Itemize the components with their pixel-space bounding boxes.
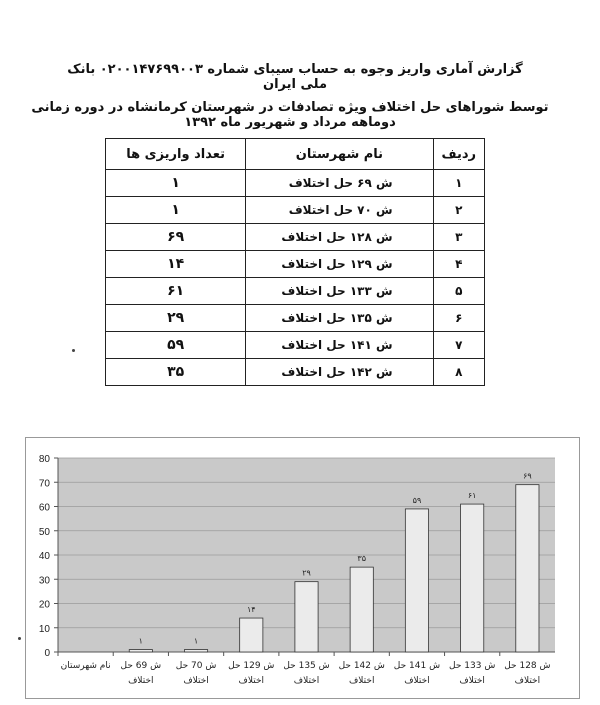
data-label: ۱: [193, 636, 199, 646]
x-tick-label: ش 128 حل: [504, 661, 551, 671]
x-tick-label: اختلاف: [404, 676, 430, 686]
x-tick-label: ش 70 حل: [175, 661, 217, 671]
row-count: ۶۹: [106, 224, 246, 251]
row-count: ۱: [106, 197, 246, 224]
data-label: ۱: [138, 636, 143, 646]
row-city: ش ۱۲۸ حل اختلاف: [246, 224, 433, 251]
bar: [405, 509, 428, 652]
row-count: ۶۱: [106, 278, 246, 305]
row-city: ش ۱۴۲ حل اختلاف: [246, 359, 433, 386]
x-tick-label: اختلاف: [459, 676, 485, 686]
row-count: ۳۵: [106, 359, 246, 386]
row-index: ۳: [433, 224, 484, 251]
y-tick-label: 80: [38, 454, 50, 465]
x-tick-label: اختلاف: [128, 676, 154, 686]
report-title-line1: گزارش آماری واریز وجوه به حساب سیبای شماره ۰۲۰۰۱۴۷۶۹۹۰۰۳ بانک ملی ایران: [67, 62, 523, 92]
row-count: ۱۴: [106, 251, 246, 278]
row-index: ۷: [433, 332, 484, 359]
data-label: ۲۹: [302, 568, 311, 578]
row-city: ش ۱۲۹ حل اختلاف: [246, 251, 433, 278]
row-city: ش ۱۴۱ حل اختلاف: [246, 332, 433, 359]
data-label: ۵۹: [412, 495, 422, 505]
x-tick-label: ش 133 حل: [449, 661, 496, 671]
x-tick-label: نام شهرستان: [60, 661, 111, 671]
y-tick-label: 50: [38, 526, 50, 538]
bar: [350, 567, 373, 652]
row-index: ۸: [433, 359, 484, 386]
row-index: ۶: [433, 305, 484, 332]
row-index: ۴: [433, 251, 484, 278]
y-tick-label: 70: [38, 478, 50, 490]
x-tick-label: ش 141 حل: [393, 661, 441, 671]
row-index: ۱: [433, 170, 484, 197]
bar: [516, 485, 539, 652]
x-tick-label: اختلاف: [514, 676, 541, 686]
x-tick-label: اختلاف: [238, 676, 265, 686]
row-city: ش ۶۹ حل اختلاف: [246, 170, 433, 197]
y-tick-label: 10: [38, 623, 50, 635]
x-tick-label: اختلاف: [348, 676, 375, 686]
bar: [461, 504, 484, 652]
x-tick-label: ش 69 حل: [120, 661, 162, 671]
row-city: ش ۱۳۵ حل اختلاف: [246, 305, 433, 332]
bar: [184, 650, 207, 652]
x-tick-label: اختلاف: [183, 676, 209, 686]
header-index: ردیف: [433, 139, 484, 170]
header-count: تعداد واریزی ها: [106, 139, 246, 170]
row-count: ۱: [106, 170, 246, 197]
row-city: ش ۷۰ حل اختلاف: [246, 197, 433, 224]
row-count: ۲۹: [106, 305, 246, 332]
row-count: ۵۹: [106, 332, 246, 359]
data-label: ۶۱: [467, 491, 477, 501]
bar: [295, 582, 318, 652]
bar: [240, 618, 263, 652]
y-tick-label: 20: [38, 599, 50, 611]
row-index: ۵: [433, 278, 484, 305]
row-city: ش ۱۳۳ حل اختلاف: [246, 278, 433, 305]
report-title-line2: توسط شوراهای حل اختلاف ویژه تصادفات در شهرستان کرمانشاه در دوره زمانی دوماهه مرداد و شهریور ماه ۱۳۹۲: [31, 100, 549, 130]
data-label: ۶۹: [523, 471, 532, 481]
x-tick-label: اختلاف: [293, 676, 320, 686]
row-index: ۲: [433, 197, 484, 224]
data-label: ۳۵: [357, 554, 367, 564]
header-city: نام شهرستان: [246, 139, 433, 170]
x-tick-label: ش 129 حل: [228, 661, 275, 671]
x-tick-label: ش 142 حل: [338, 661, 385, 671]
y-tick-label: 40: [38, 551, 50, 562]
y-tick-label: 0: [44, 648, 50, 659]
x-tick-label: ش 135 حل: [283, 661, 330, 671]
bar: [129, 650, 152, 652]
y-tick-label: 30: [38, 575, 50, 587]
data-label: ۱۴: [246, 605, 256, 615]
y-tick-label: 60: [38, 502, 50, 514]
